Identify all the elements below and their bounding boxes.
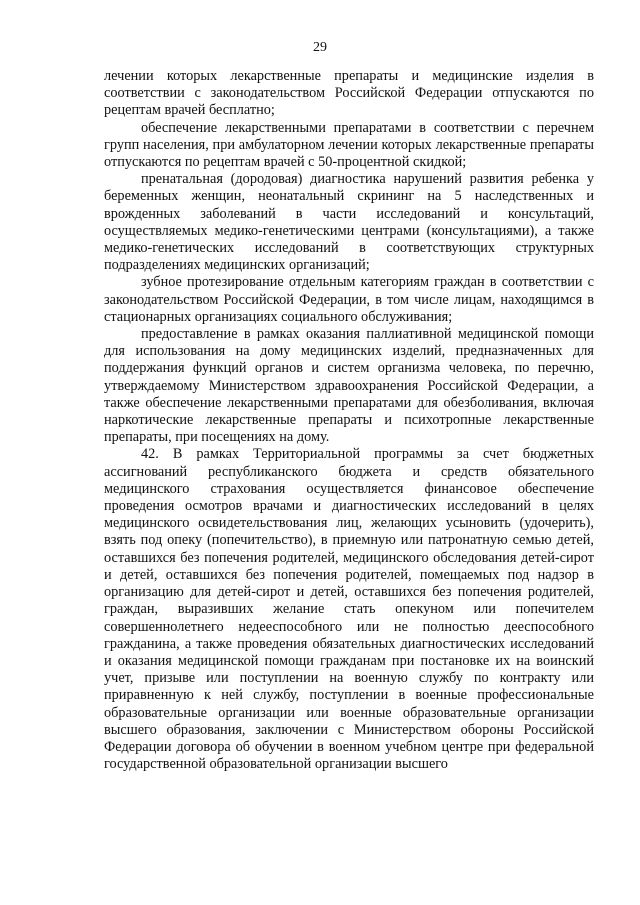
paragraph-prenatal-diagnostics: пренатальная (дородовая) диагностика нарушений развития ребенка у беременных женщин, неонатальный скрининг на 5 наследственных и врожденных заболеваний в части исследований и консультаций, осуществляемых медико-генетическими центрами (консультациями), а также медико-генетических исследований в соответствующих структурных подразделениях медицинских организаций; — [104, 171, 594, 274]
paragraph-continuation: лечении которых лекарственные препараты и медицинские изделия в соответствии с законодательством Российской Федерации отпускаются по рецептам врачей бесплатно; — [104, 68, 594, 119]
document-body — [104, 68, 594, 773]
paragraph-discounted-medicines: обеспечение лекарственными препаратами в соответствии с перечнем групп населения, при амбулаторном лечении которых лекарственные препараты отпускаются по рецептам врачей с 50-процентной скидкой; — [104, 119, 594, 171]
paragraph-clause-42: 42. В рамках Территориальной программы за счет бюджетных ассигнований республиканского бюджета и средств обязательного медицинского страхования осуществляется финансовое обеспечение проведения осмотров врачами и диагностических исследований в целях медицинского освидетельствования лиц, желающих усыновить (удочерить), взять под опеку (попечительство), в приемную или патронатную семью детей, оставшихся без попечения родителей, медицинского обследования детей-сирот и детей, оставшихся без попечения родителей, помещаемых под надзор в организацию для детей-сирот и детей, оставшихся без попечения родителей, граждан, выразивших желание стать опекуном или попечителем совершеннолетнего недееспособного или не полностью дееспособного гражданина, а также проведения обязательных диагностических исследований и оказания медицинской помощи гражданам при постановке их на воинский учет, призыве или поступлении на военную службу по контракту или приравненную к ней службу, поступлении в военные профессиональные образовательные организации или военные образовательные организации высшего образования, заключении с Министерством обороны Российской Федерации договора об обучении в военном учебном центре при федеральной государственной образовательной организации высшего — [104, 446, 594, 773]
paragraph-dental-prosthetics: зубное протезирование отдельным категориям граждан в соответствии с законодательством Российской Федерации, в том числе лицам, находящимся в стационарных организациях социального обслуживания; — [104, 274, 594, 325]
page-number: 29 — [313, 40, 327, 55]
paragraph-palliative-care: предоставление в рамках оказания паллиативной медицинской помощи для использования на дому медицинских изделий, предназначенных для поддержания функций органов и систем организма человека, по перечню, утверждаемому Министерством здравоохранения Российской Федерации, а также обеспечение лекарственными препаратами для обезболивания, включая наркотические лекарственные препараты и психотропные лекарственные препараты, при посещениях на дому. — [104, 326, 594, 446]
